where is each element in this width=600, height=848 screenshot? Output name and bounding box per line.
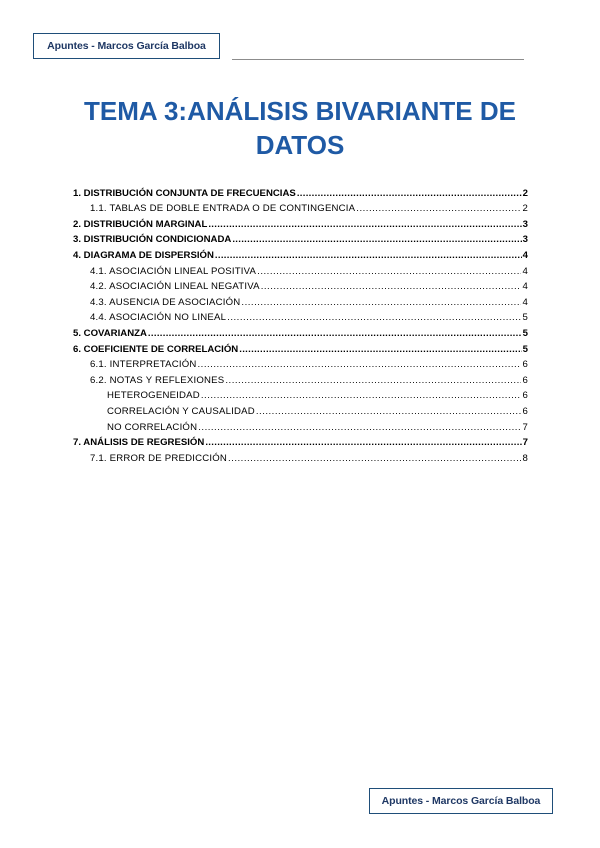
toc-entry-page-number: 4 xyxy=(522,296,528,308)
footer-author-label: Apuntes - Marcos García Balboa xyxy=(381,795,541,807)
toc-entry[interactable] xyxy=(73,214,528,230)
toc-entry-page-number: 3 xyxy=(522,234,528,246)
toc-dot-leader xyxy=(356,203,521,214)
toc-entry-page-number: 5 xyxy=(522,327,528,339)
toc-dot-leader xyxy=(228,453,521,464)
toc-entry-page-number: 4 xyxy=(522,281,528,293)
toc-entry[interactable] xyxy=(73,199,528,215)
header-divider xyxy=(232,59,524,60)
toc-entry-title: 1. DISTRIBUCIÓN CONJUNTA DE FRECUENCIAS xyxy=(73,187,296,199)
toc-entry[interactable] xyxy=(73,292,528,308)
toc-entry-title: 1.1. TABLAS DE DOBLE ENTRADA O DE CONTINGENCIA xyxy=(90,203,356,215)
header-author-label: Apuntes - Marcos García Balboa xyxy=(47,40,206,52)
toc-entry-title: 4.1. ASOCIACIÓN LINEAL POSITIVA xyxy=(90,265,257,277)
toc-entry-page-number: 6 xyxy=(522,374,528,386)
toc-entry-page-number: 7 xyxy=(522,421,528,433)
toc-dot-leader xyxy=(205,437,521,448)
toc-entry-title: 7. ANÁLISIS DE REGRESIÓN xyxy=(73,437,205,449)
toc-entry[interactable] xyxy=(73,230,528,246)
toc-entry-title: 5. COVARIANZA xyxy=(73,327,147,339)
footer-author-badge xyxy=(369,788,553,814)
toc-dot-leader xyxy=(232,234,521,245)
toc-entry-page-number: 2 xyxy=(522,187,528,199)
toc-dot-leader xyxy=(227,312,521,323)
toc-entry[interactable] xyxy=(73,401,528,417)
toc-entry[interactable] xyxy=(73,339,528,355)
toc-entry[interactable] xyxy=(73,308,528,324)
toc-dot-leader xyxy=(297,188,522,199)
toc-dot-leader xyxy=(208,219,521,230)
header-author-badge xyxy=(33,33,220,59)
toc-entry-title: 3. DISTRIBUCIÓN CONDICIONADA xyxy=(73,234,232,246)
toc-dot-leader xyxy=(201,390,522,401)
toc-dot-leader xyxy=(241,297,521,308)
table-of-contents xyxy=(73,183,528,464)
toc-dot-leader xyxy=(198,422,521,433)
toc-entry-page-number: 4 xyxy=(522,265,528,277)
page-title-line-1: TEMA 3:ANÁLISIS BIVARIANTE DE xyxy=(84,96,516,126)
toc-dot-leader xyxy=(198,359,522,370)
toc-dot-leader xyxy=(225,375,521,386)
toc-entry[interactable] xyxy=(73,417,528,433)
toc-entry-page-number: 6 xyxy=(522,390,528,402)
toc-entry-page-number: 5 xyxy=(522,343,528,355)
toc-entry-page-number: 7 xyxy=(522,437,528,449)
toc-entry-title: 6.2. NOTAS Y REFLEXIONES xyxy=(90,374,225,386)
toc-entry-title: 4.2. ASOCIACIÓN LINEAL NEGATIVA xyxy=(90,281,260,293)
toc-entry-title: 2. DISTRIBUCIÓN MARGINAL xyxy=(73,218,208,230)
toc-entry-title: 4.3. AUSENCIA DE ASOCIACIÓN xyxy=(90,296,241,308)
page-title xyxy=(60,94,540,162)
toc-entry-page-number: 3 xyxy=(522,218,528,230)
toc-entry[interactable] xyxy=(73,433,528,449)
toc-dot-leader xyxy=(257,266,521,277)
toc-entry-title: 6.1. INTERPRETACIÓN xyxy=(90,359,197,371)
toc-entry-page-number: 4 xyxy=(522,249,528,261)
toc-dot-leader xyxy=(261,281,522,292)
toc-dot-leader xyxy=(256,406,522,417)
toc-entry[interactable] xyxy=(73,261,528,277)
toc-entry[interactable] xyxy=(73,448,528,464)
toc-entry-title: 4.4. ASOCIACIÓN NO LINEAL xyxy=(90,312,227,324)
toc-entry-title: HETEROGENEIDAD xyxy=(107,390,200,402)
toc-entry[interactable] xyxy=(73,386,528,402)
toc-entry-title: 7.1. ERROR DE PREDICCIÓN xyxy=(90,452,228,464)
toc-dot-leader xyxy=(239,344,521,355)
toc-entry-title: CORRELACIÓN Y CAUSALIDAD xyxy=(107,405,255,417)
toc-entry-page-number: 5 xyxy=(522,312,528,324)
toc-entry-title: 6. COEFICIENTE DE CORRELACIÓN xyxy=(73,343,239,355)
toc-entry[interactable] xyxy=(73,370,528,386)
toc-entry[interactable] xyxy=(73,323,528,339)
toc-dot-leader xyxy=(215,250,522,261)
toc-entry-page-number: 6 xyxy=(522,359,528,371)
toc-entry-title: 4. DIAGRAMA DE DISPERSIÓN xyxy=(73,249,214,261)
toc-entry[interactable] xyxy=(73,277,528,293)
toc-entry-title: NO CORRELACIÓN xyxy=(107,421,198,433)
toc-entry-page-number: 8 xyxy=(522,452,528,464)
toc-dot-leader xyxy=(148,328,522,339)
toc-entry[interactable] xyxy=(73,183,528,199)
toc-entry[interactable] xyxy=(73,355,528,371)
toc-entry-page-number: 2 xyxy=(522,203,528,215)
page-title-line-2: DATOS xyxy=(255,130,345,160)
toc-entry[interactable] xyxy=(73,245,528,261)
toc-entry-page-number: 6 xyxy=(522,405,528,417)
